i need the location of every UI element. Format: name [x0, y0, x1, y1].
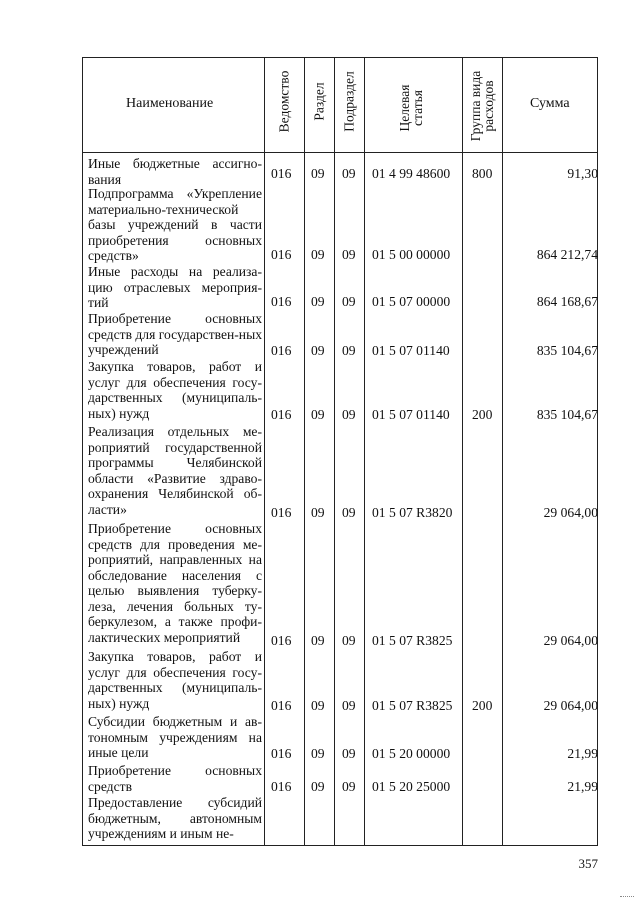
cell-subsection: 09 [342, 343, 356, 358]
cell-sum: 864 212,74 [536, 247, 598, 262]
row-name: Приобретение основных средств [88, 763, 262, 794]
header-department: Ведомство [276, 70, 292, 133]
table-row [0, 343, 640, 359]
cell-department: 016 [271, 343, 292, 358]
cell-department: 016 [271, 407, 292, 422]
cell-department: 016 [271, 779, 292, 794]
cell-section: 09 [311, 343, 325, 358]
cell-sum: 835 104,67 [536, 343, 598, 358]
cell-expense-group: 800 [472, 166, 493, 181]
table-row [0, 633, 640, 649]
header-divider [82, 152, 598, 153]
cell-expense-group: 200 [472, 698, 493, 713]
header-subsection: Подраздел [341, 71, 357, 132]
cell-target-article: 01 4 99 48600 [372, 166, 451, 181]
cell-target-article: 01 5 00 00000 [372, 247, 451, 262]
cell-sum: 29 064,00 [543, 505, 598, 520]
cell-sum: 864 168,67 [536, 294, 598, 309]
cell-subsection: 09 [342, 633, 356, 648]
cell-expense-group: 200 [472, 407, 493, 422]
cell-target-article: 01 5 07 R3825 [372, 633, 453, 648]
cell-target-article: 01 5 20 00000 [372, 746, 451, 761]
table-row [0, 746, 640, 762]
row-name: Закупка товаров, работ и услуг для обеспечения госу-дарственных (муниципаль-ных) нужд [88, 359, 262, 421]
cell-target-article: 01 5 07 R3825 [372, 698, 453, 713]
cell-subsection: 09 [342, 698, 356, 713]
header-sum: Сумма [530, 96, 570, 111]
row-name: Закупка товаров, работ и услуг для обеспечения госу-дарственных (муниципаль-ных) нужд [88, 649, 262, 711]
table-row [0, 505, 640, 521]
cell-department: 016 [271, 746, 292, 761]
cell-target-article: 01 5 07 00000 [372, 294, 451, 309]
page-number: 357 [578, 856, 598, 871]
cell-sum: 21,99 [567, 779, 598, 794]
table-row [0, 166, 640, 182]
cell-section: 09 [311, 779, 325, 794]
header-expense-group: Группа вида расходов [468, 70, 496, 142]
row-name: Предоставление субсидий бюджетным, автономным учреждениям и иным не- [88, 795, 262, 841]
cell-target-article: 01 5 20 25000 [372, 779, 451, 794]
cell-sum: 21,99 [567, 746, 598, 761]
cell-target-article: 01 5 07 R3820 [372, 505, 453, 520]
table-row [0, 247, 640, 263]
cell-sum: 91,30 [567, 166, 598, 181]
cell-subsection: 09 [342, 779, 356, 794]
cell-sum: 29 064,00 [543, 633, 598, 648]
cell-subsection: 09 [342, 294, 356, 309]
table-row [0, 779, 640, 795]
table-row [0, 407, 640, 423]
scan-artifact [620, 896, 634, 899]
row-name: Субсидии бюджетным и ав-тономным учреждениям на иные цели [88, 714, 262, 760]
cell-subsection: 09 [342, 247, 356, 262]
cell-section: 09 [311, 407, 325, 422]
cell-section: 09 [311, 247, 325, 262]
cell-subsection: 09 [342, 505, 356, 520]
cell-section: 09 [311, 746, 325, 761]
cell-department: 016 [271, 166, 292, 181]
table-row [0, 698, 640, 714]
cell-section: 09 [311, 166, 325, 181]
cell-section: 09 [311, 294, 325, 309]
row-name: Иные расходы на реализа-цию отраслевых мероприя-тий [88, 264, 262, 310]
row-name: Приобретение основных средств для государствен-ных учреждений [88, 311, 263, 357]
cell-subsection: 09 [342, 407, 356, 422]
cell-department: 016 [271, 247, 292, 262]
cell-subsection: 09 [342, 746, 356, 761]
row-name: Подпрограмма «Укрепление материально-технической базы учреждений в части приобретения основных средств» [88, 186, 262, 263]
cell-sum: 835 104,67 [536, 407, 598, 422]
cell-subsection: 09 [342, 166, 356, 181]
cell-department: 016 [271, 698, 292, 713]
header-target-article: Целевая статья [397, 84, 425, 132]
cell-section: 09 [311, 505, 325, 520]
cell-department: 016 [271, 505, 292, 520]
table-row [0, 294, 640, 310]
cell-department: 016 [271, 633, 292, 648]
cell-section: 09 [311, 633, 325, 648]
cell-department: 016 [271, 294, 292, 309]
cell-target-article: 01 5 07 01140 [372, 343, 450, 358]
header-section: Раздел [311, 82, 327, 121]
cell-sum: 29 064,00 [543, 698, 598, 713]
row-name: Приобретение основных средств для проведения ме-роприятий, направленных на обследование населения с целью выявления туберку-леза, лечения больных ту-беркулезом, а также профи-лактических мероприятий [88, 521, 262, 645]
header-name: Наименование [126, 96, 214, 111]
row-name: Иные бюджетные ассигно-вания [88, 156, 262, 187]
cell-target-article: 01 5 07 01140 [372, 407, 450, 422]
cell-section: 09 [311, 698, 325, 713]
row-name: Реализация отдельных ме-роприятий государственной программы Челябинской области «Развитие здраво-охранения Челябинской об-ласти» [88, 424, 262, 517]
